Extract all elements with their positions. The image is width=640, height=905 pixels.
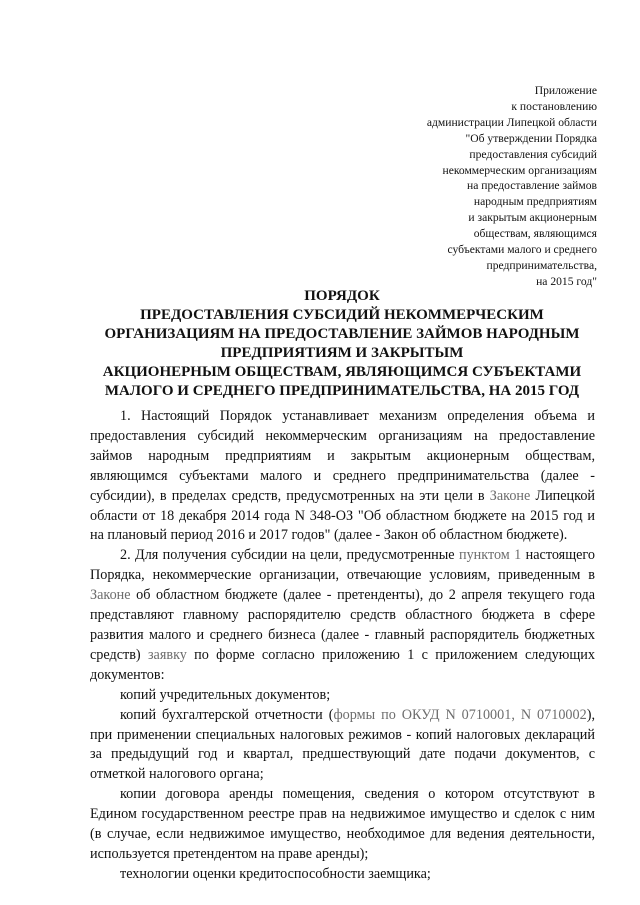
title-line: ПРЕДОСТАВЛЕНИЯ СУБСИДИЙ НЕКОММЕРЧЕСКИМ xyxy=(140,307,544,323)
form-link[interactable]: формы по ОКУД N 0710001, N 0710002 xyxy=(333,706,587,723)
appendix-line: администрации Липецкой области xyxy=(426,115,597,129)
law-link[interactable]: Законе xyxy=(489,487,531,504)
appendix-line: некоммерческим организациям xyxy=(442,163,597,177)
appendix-line: к постановлению xyxy=(511,99,597,113)
appendix-line: и закрытым акционерным xyxy=(468,211,597,225)
law-link[interactable]: Законе xyxy=(90,587,131,604)
title-line: ОРГАНИЗАЦИЯМ НА ПРЕДОСТАВЛЕНИЕ ЗАЙМОВ НАРОДНЫМ xyxy=(104,326,580,342)
appendix-line: обществам, являющимся xyxy=(473,227,597,241)
text-run: об областном бюджете (далее - претенденты), до 2 апреля текущего года представляют главному распорядителю средств областного бюджета в сфере развития малого и среднего бизнеса (далее - главный распорядитель бюджетных средств) xyxy=(90,587,595,663)
appendix-line: предпринимательства, xyxy=(486,258,597,272)
text-run: по форме согласно приложению 1 с приложением следующих документов: xyxy=(90,646,595,683)
list-item: копии договора аренды помещения, сведения о котором отсутствуют в Едином государственном реестре прав на недвижимое имущество и сделок с ним (в случае, если недвижимое имущество, необходимое для ведения деятельности, используется претендентом на праве аренды); xyxy=(90,786,595,862)
appendix-line: "Об утверждении Порядка xyxy=(465,131,597,145)
paragraph-1 xyxy=(90,407,595,546)
title-line: МАЛОГО И СРЕДНЕГО ПРЕДПРИНИМАТЕЛЬСТВА, НА 2015 ГОД xyxy=(104,383,580,399)
appendix-header xyxy=(427,83,597,290)
text-run: Липецкой области от 18 декабря 2014 года N 348-ОЗ "Об областном бюджете на 2015 год и на плановый период 2016 и 2017 годов" (далее - Закон об областном бюджете). xyxy=(90,487,596,544)
clause-link[interactable]: пунктом 1 xyxy=(458,547,522,564)
document-body xyxy=(90,407,595,885)
list-item: копий учредительных документов; xyxy=(120,686,331,703)
document-title xyxy=(100,287,584,401)
list-item: технологии оценки кредитоспособности заемщика; xyxy=(120,865,431,882)
list-item xyxy=(90,706,595,786)
appendix-line: на 2015 год" xyxy=(536,274,597,288)
text-run: ), при применении специальных налоговых режимов - копий налоговых деклараций за предыдущий год и квартал, предшествующий дате подачи документов, с отметкой налогового органа; xyxy=(90,706,595,783)
title-line: АКЦИОНЕРНЫМ ОБЩЕСТВАМ, ЯВЛЯЮЩИМСЯ СУБЪЕКТАМИ xyxy=(102,364,582,380)
appendix-line: субъектами малого и среднего xyxy=(447,243,597,257)
text-run: настоящего Порядка, некоммерческие организации, отвечающие условиям, приведенным в xyxy=(90,547,595,584)
appendix-line: предоставления субсидий xyxy=(469,147,597,161)
application-link[interactable]: заявку xyxy=(147,646,187,663)
appendix-line: народным предприятиям xyxy=(473,195,597,209)
title-line: ПОРЯДОК xyxy=(304,288,380,304)
appendix-line: Приложение xyxy=(534,84,597,97)
text-run: копий бухгалтерской отчетности ( xyxy=(120,706,334,723)
title-line: ПРЕДПРИЯТИЯМ И ЗАКРЫТЫМ xyxy=(220,345,464,361)
paragraph-2 xyxy=(90,546,595,685)
appendix-line: на предоставление займов xyxy=(467,179,597,193)
text-run: 1. Настоящий Порядок устанавливает механизм определения объема и предоставления субсидий некоммерческим организациям на предоставление займов народным предприятиям и закрытым акционерным обществам, являющимся субъектами малого и среднего предпринимательства (далее - субсидии), в пределах средств, предусмотренных на эти цели в xyxy=(90,408,595,504)
text-run: 2. Для получения субсидии на цели, предусмотренные xyxy=(120,547,459,564)
